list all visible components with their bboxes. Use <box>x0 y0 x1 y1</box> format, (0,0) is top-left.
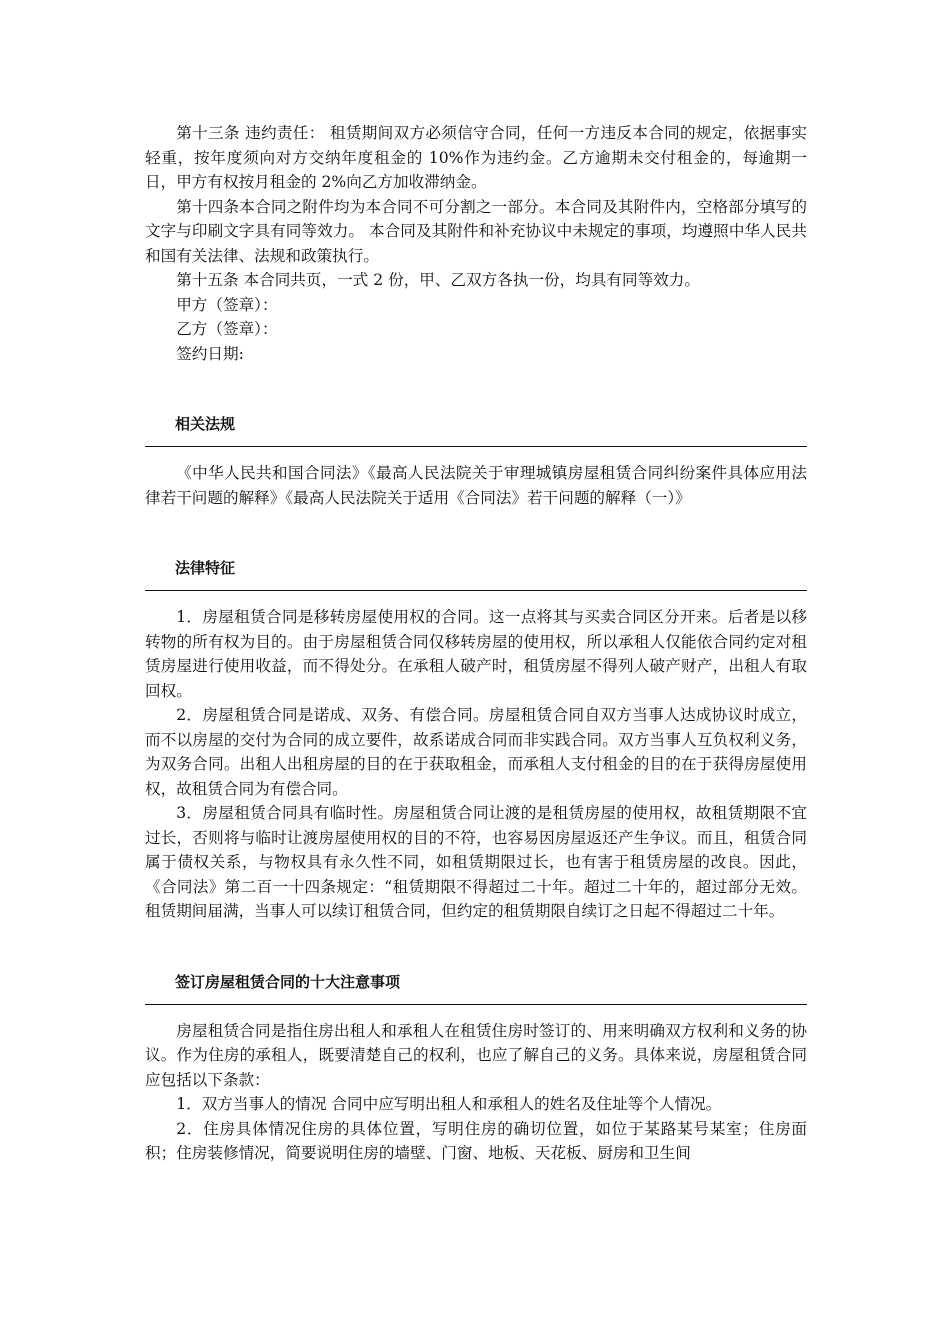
document-page <box>145 121 807 1166</box>
laws-title: 相关法规 <box>175 415 236 433</box>
features-title: 法律特征 <box>175 559 236 577</box>
feature-item: 2．房屋租赁合同是诺成、双务、有偿合同。房屋租赁合同自双方当事人达成协议时成立，而不以房屋的交付为合同的成立要件，故系诺成合同而非实践合同。双方当事人互负权利义务，为双务合同。出租人出租房屋的目的在于获取租金，而承租人支付租金的目的在于获得房屋使用权，故租赁合同为有偿合同。 <box>145 706 807 798</box>
tip-item: 1．双方当事人的情况 合同中应写明出租人和承租人的姓名及住址等个人情况。 <box>176 1095 722 1113</box>
sign-date: 签约日期: <box>176 344 244 363</box>
tips-divider <box>145 1004 807 1005</box>
laws-section <box>145 412 807 510</box>
tips-title: 签订房屋租赁合同的十大注意事项 <box>175 972 401 991</box>
party-a-signature: 甲方（签章）： <box>176 295 278 314</box>
article-15: 第十五条 本合同共页，一式 2 份，甲、乙双方各执一份，均具有同等效力。 <box>176 271 700 289</box>
tips-section <box>145 970 807 1166</box>
feature-item: 3．房屋租赁合同具有临时性。房屋租赁合同让渡的是租赁房屋的使用权，故租赁期限不宜过长，否则将与临时让渡房屋使用权的目的不符，也容易因房屋返还产生争议。而且，租赁合同属于债权关系，与物权具有永久性不同，如租赁期限过长，也有害于租赁房屋的改良。因此，《合同法》第二百一十四条规定：“租赁期限不得超过二十年。超过二十年的，超过部分无效。租赁期间届满，当事人可以续订租赁合同，但约定的租赁期限自续订之日起不得超过二十年。 <box>145 804 807 920</box>
party-b-signature: 乙方（签章）： <box>176 320 278 338</box>
laws-body: 《中华人民共和国合同法》《最高人民法院关于审理城镇房屋租赁合同纠纷案件具体应用法律若干问题的解释》《最高人民法院关于适用《合同法》若干问题的解释（一）》 <box>145 464 807 507</box>
article-14: 第十四条本合同之附件均为本合同不可分割之一部分。本合同及其附件内，空格部分填写的文字与印刷文字具有同等效力。 本合同及其附件和补充协议中未规定的事项，均遵照中华人民共和国有关法律、法规和政策执行。 <box>145 197 807 265</box>
tips-intro: 房屋租赁合同是指住房出租人和承租人在租赁住房时签订的、用来明确双方权利和义务的协议。作为住房的承租人，既要清楚自己的权利，也应了解自己的义务。具体来说，房屋租赁合同应包括以下条款： <box>145 1021 807 1089</box>
features-divider <box>145 590 807 591</box>
tip-item: 2．住房具体情况住房的具体位置，写明住房的确切位置，如位于某路某号某室；住房面积；住房装修情况，简要说明住房的墙壁、门窗、地板、天花板、厨房和卫生间 <box>145 1119 807 1162</box>
features-section <box>145 556 807 924</box>
article-13: 第十三条 违约责任： 租赁期间双方必须信守合同，任何一方违反本合同的规定，依据事实轻重，按年度须向对方交纳年度租金的 10%作为违约金。乙方逾期未交付租金的，每逾期一日，甲方有权按月租金的 2%向乙方加收滞纳金。 <box>145 124 807 191</box>
feature-item: 1．房屋租赁合同是移转房屋使用权的合同。这一点将其与买卖合同区分开来。后者是以移转物的所有权为目的。由于房屋租赁合同仅移转房屋的使用权，所以承租人仅能依合同约定对租赁房屋进行使用收益，而不得处分。在承租人破产时，租赁房屋不得列人破产财产，出租人有取回权。 <box>145 608 807 700</box>
laws-divider <box>145 446 807 447</box>
